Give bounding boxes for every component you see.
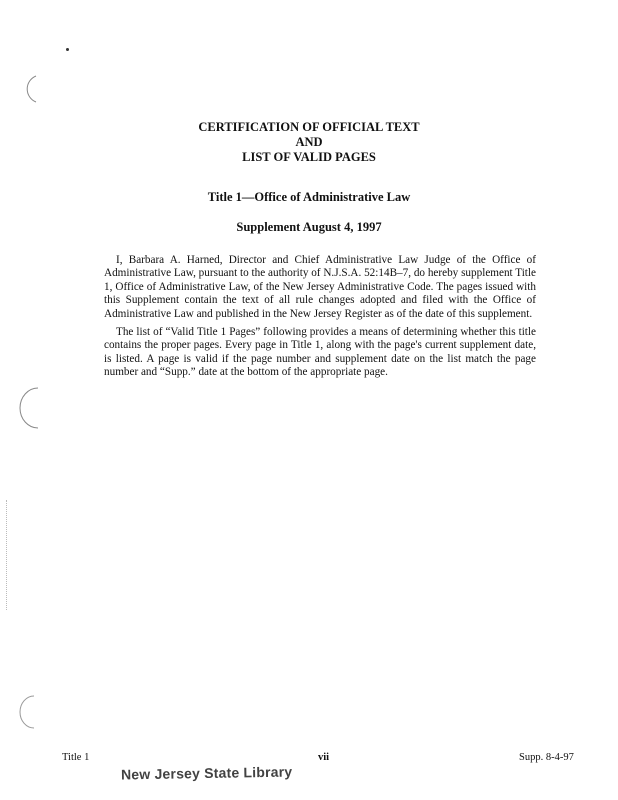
footer-title: Title 1: [62, 752, 90, 763]
paragraph-2: The list of “Valid Title 1 Pages” following provides a means of determining whether this title contains the proper pages. Every page in Title 1, along with the page's current supplement date, is listed. A page is valid if the page number and supplement date on the list match the page number and “Supp.” date at the bottom of the appropriate page.: [104, 326, 536, 379]
footer-page-number: vii: [318, 752, 330, 763]
punch-hole-mark-top: [18, 74, 52, 104]
heading-line-2: AND: [295, 135, 323, 149]
footer-supplement-date: Supp. 8-4-97: [519, 752, 574, 763]
paragraph-1: I, Barbara A. Harned, Director and Chief Administrative Law Judge of the Office of Administrative Law, pursuant to the authority of N.J.S.A. 52:14B–7, do hereby supplement Title 1, Office of Administrative Law, of the New Jersey Administrative Code. The pages issued with this Supplement contain the text of all rule changes adopted and filed with the Office of Administrative Law and published in the New Jersey Register as of the date of this supplement.: [104, 254, 536, 320]
certification-heading: [0, 120, 618, 165]
heading-line-3: LIST OF VALID PAGES: [242, 150, 376, 164]
supplement-line: Supplement August 4, 1997: [236, 220, 382, 234]
punch-hole-mark-bottom: [18, 694, 52, 730]
library-stamp: New Jersey State Library: [120, 763, 293, 783]
heading-line-1: CERTIFICATION OF OFFICIAL TEXT: [198, 120, 420, 134]
punch-hole-mark-middle: [18, 386, 52, 430]
title-line: Title 1—Office of Administrative Law: [207, 190, 411, 204]
certification-body: [104, 254, 536, 385]
margin-scan-marks: [6, 500, 9, 610]
speck: [66, 48, 69, 51]
